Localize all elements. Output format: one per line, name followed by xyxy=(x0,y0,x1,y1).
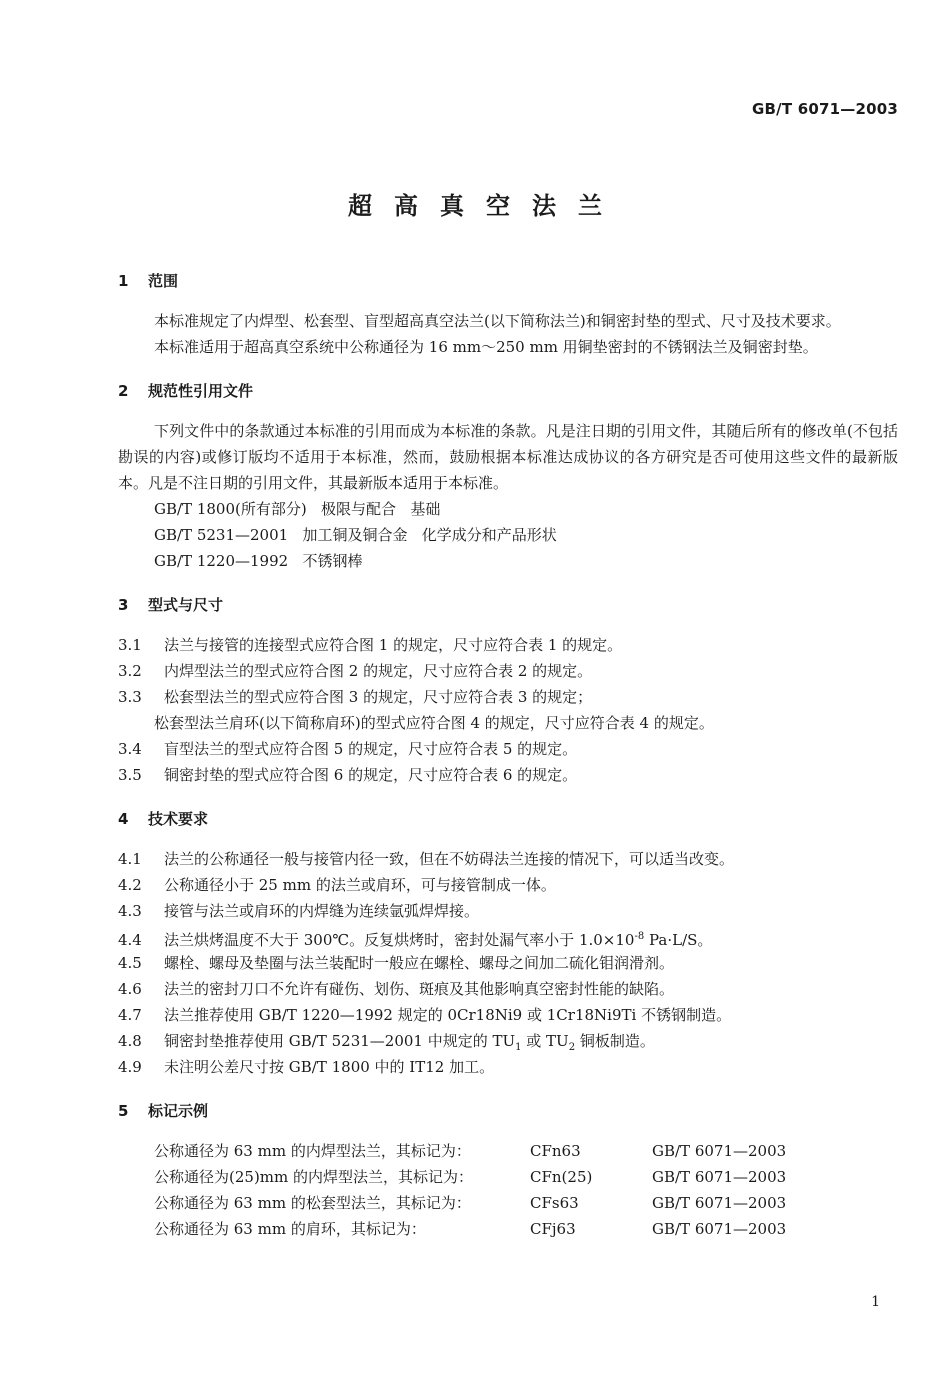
clause-number: 4.3 xyxy=(118,902,142,920)
page-title: 超高真空法兰 xyxy=(348,192,624,220)
reference-item: GB/T 5231—2001 加工铜及铜合金 化学成分和产品形状 xyxy=(154,526,557,544)
exponent: -8 xyxy=(634,931,645,942)
clause-text: 铜板制造。 xyxy=(575,1032,655,1050)
section-heading-normative-references xyxy=(118,378,898,404)
clause-text: 螺栓、螺母及垫圈与法兰装配时一般应在螺栓、螺母之间加二硫化钼润滑剂。 xyxy=(164,954,675,972)
clause-number: 3.5 xyxy=(118,766,142,784)
clause-number: 3.4 xyxy=(118,740,142,758)
marking-code: CFj63 xyxy=(530,1220,576,1238)
table-row xyxy=(154,1164,786,1190)
table-row xyxy=(154,1216,786,1242)
clause-text: 盲型法兰的型式应符合图 5 的规定，尺寸应符合表 5 的规定。 xyxy=(164,740,578,758)
clause-number: 4.8 xyxy=(118,1032,142,1050)
paragraph: 下列文件中的条款通过本标准的引用而成为本标准的条款。凡是注日期的引用文件，其随后所有的修改单(不包括勘误的内容)或修订版均不适用于本标准，然而，鼓励根据本标准达成协议的各方研究是否可使用这些文件的最新版本。凡是不注日期的引用文件，其最新版本适用于本标准。 xyxy=(118,422,898,492)
clause-item xyxy=(118,950,898,976)
clause-number: 4.7 xyxy=(118,1006,142,1024)
clause-text: 未注明公差尺寸按 GB/T 1800 中的 IT12 加工。 xyxy=(164,1058,495,1076)
clause-item xyxy=(118,684,898,710)
paragraph: 本标准规定了内焊型、松套型、盲型超高真空法兰(以下简称法兰)和铜密封垫的型式、尺寸及技术要求。 xyxy=(154,312,841,330)
marking-code: CFn63 xyxy=(530,1142,581,1160)
clause-text: 接管与法兰或肩环的内焊缝为连续氩弧焊焊接。 xyxy=(164,902,480,920)
clause-text: 法兰推荐使用 GB/T 1220—1992 规定的 0Cr18Ni9 或 1Cr18Ni9Ti 不锈钢制造。 xyxy=(164,1006,732,1024)
reference-item: GB/T 1220—1992 不锈钢棒 xyxy=(154,552,363,570)
clause-text: 公称通径小于 25 mm 的法兰或肩环，可与接管制成一体。 xyxy=(164,876,556,894)
clause-number: 4.4 xyxy=(118,931,142,949)
clause-item xyxy=(118,976,898,1002)
section-title: 技术要求 xyxy=(148,810,209,828)
reference-item: GB/T 1800(所有部分) 极限与配合 基础 xyxy=(154,500,441,518)
section-heading-types-dimensions xyxy=(118,592,898,618)
clause-text: 或 TU xyxy=(521,1032,569,1050)
section-number: 3 xyxy=(118,596,129,614)
clause-item xyxy=(118,658,898,684)
clause-item xyxy=(118,924,898,950)
paragraph: 本标准适用于超高真空系统中公称通径为 16 mm～250 mm 用铜垫密封的不锈钢法兰及铜密封垫。 xyxy=(154,338,818,356)
clause-number: 4.9 xyxy=(118,1058,142,1076)
clause-number: 4.5 xyxy=(118,954,142,972)
clause-text: 内焊型法兰的型式应符合图 2 的规定，尺寸应符合表 2 的规定。 xyxy=(164,662,593,680)
clause-item xyxy=(118,736,898,762)
clause-continuation: 松套型法兰肩环(以下简称肩环)的型式应符合图 4 的规定，尺寸应符合表 4 的规定。 xyxy=(154,714,714,732)
section-heading-marking-examples xyxy=(118,1098,898,1124)
section-title: 范围 xyxy=(148,272,179,290)
clause-item xyxy=(118,898,898,924)
marking-standard: GB/T 6071—2003 xyxy=(652,1142,787,1160)
clause-item xyxy=(118,872,898,898)
clause-text: 法兰与接管的连接型式应符合图 1 的规定，尺寸应符合表 1 的规定。 xyxy=(164,636,623,654)
section-title: 标记示例 xyxy=(148,1102,209,1120)
section-number: 4 xyxy=(118,810,129,828)
section-heading-scope xyxy=(118,268,898,294)
clause-number: 4.2 xyxy=(118,876,142,894)
marking-standard: GB/T 6071—2003 xyxy=(652,1168,787,1186)
clause-item xyxy=(118,1002,898,1028)
subscript: 2 xyxy=(568,1042,576,1053)
marking-description: 公称通径为 63 mm 的内焊型法兰，其标记为： xyxy=(154,1142,471,1160)
marking-examples-table xyxy=(154,1138,786,1242)
document-body xyxy=(118,268,898,1242)
section-heading-technical-requirements xyxy=(118,806,898,832)
section-number: 5 xyxy=(118,1102,129,1120)
clause-number: 3.1 xyxy=(118,636,142,654)
subscript: 1 xyxy=(515,1042,522,1053)
table-row xyxy=(154,1190,786,1216)
section-title: 型式与尺寸 xyxy=(148,596,224,614)
clause-item xyxy=(118,1054,898,1080)
clause-text: 法兰烘烤温度不大于 300℃。反复烘烤时，密封处漏气率小于 1.0×10 xyxy=(164,931,635,949)
section-number: 2 xyxy=(118,382,129,400)
clause-number: 4.1 xyxy=(118,850,142,868)
clause-number: 3.2 xyxy=(118,662,142,680)
clause-item xyxy=(118,762,898,788)
page-number: 1 xyxy=(871,1294,880,1310)
clause-text: Pa·L/S。 xyxy=(644,931,713,949)
marking-description: 公称通径为(25)mm 的内焊型法兰，其标记为： xyxy=(154,1168,474,1186)
clause-text: 铜密封垫的型式应符合图 6 的规定，尺寸应符合表 6 的规定。 xyxy=(164,766,578,784)
marking-description: 公称通径为 63 mm 的肩环，其标记为： xyxy=(154,1220,426,1238)
clause-text: 松套型法兰的型式应符合图 3 的规定，尺寸应符合表 3 的规定； xyxy=(164,688,593,706)
clause-number: 3.3 xyxy=(118,688,142,706)
marking-description: 公称通径为 63 mm 的松套型法兰，其标记为： xyxy=(154,1194,471,1212)
table-row xyxy=(154,1138,786,1164)
clause-item xyxy=(118,632,898,658)
marking-standard: GB/T 6071—2003 xyxy=(652,1194,787,1212)
marking-code: CFn(25) xyxy=(530,1168,593,1186)
clause-text: 铜密封垫推荐使用 GB/T 5231—2001 中规定的 TU xyxy=(164,1032,516,1050)
clause-text: 法兰的密封刀口不允许有碰伤、划伤、斑痕及其他影响真空密封性能的缺陷。 xyxy=(164,980,675,998)
standard-code: GB/T 6071—2003 xyxy=(752,100,898,118)
clause-item xyxy=(118,846,898,872)
section-title: 规范性引用文件 xyxy=(148,382,254,400)
clause-number: 4.6 xyxy=(118,980,142,998)
marking-code: CFs63 xyxy=(530,1194,579,1212)
section-number: 1 xyxy=(118,272,129,290)
marking-standard: GB/T 6071—2003 xyxy=(652,1220,787,1238)
clause-item xyxy=(118,1028,898,1054)
clause-text: 法兰的公称通径一般与接管内径一致，但在不妨碍法兰连接的情况下，可以适当改变。 xyxy=(164,850,735,868)
